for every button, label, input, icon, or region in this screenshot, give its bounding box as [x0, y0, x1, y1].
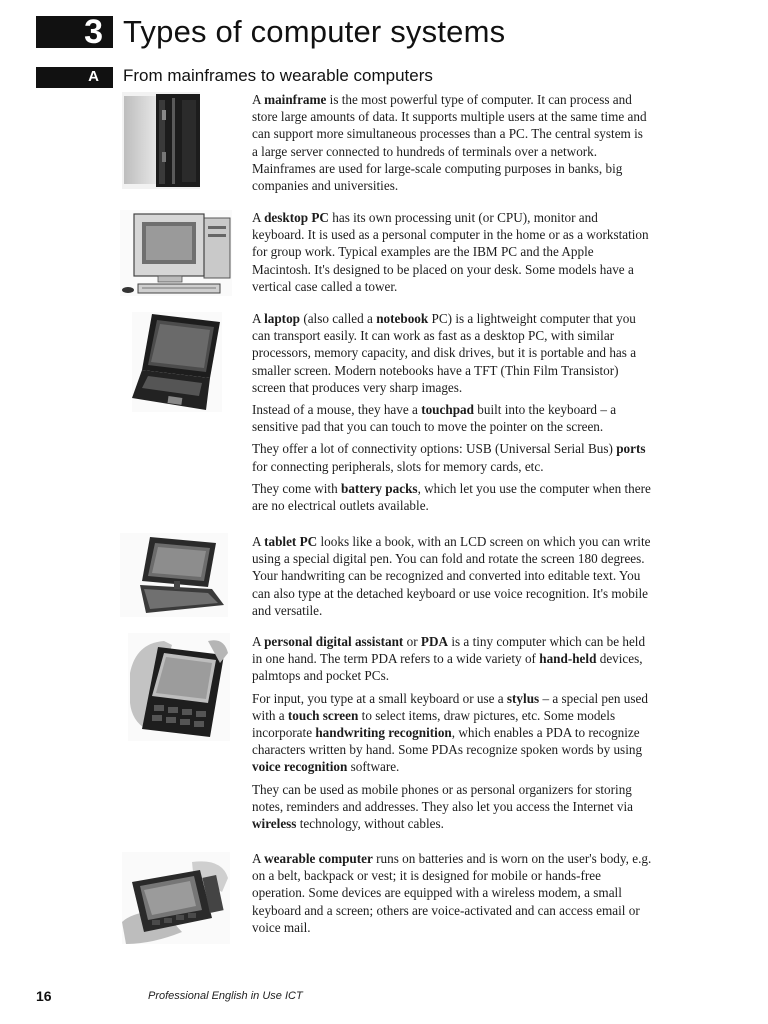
entry-paragraph — [252, 533, 652, 619]
key-term: mainframe — [264, 92, 327, 107]
entry-paragraph — [252, 850, 652, 936]
body-text: runs on batteries and is worn on the user's body, e.g. on a belt, backpack or vest; it is designed for mobile or hands-free operation. Some devices are equipped with a wireless modem, a small keyboard and a screen; others are voice-activated and can access email or voice mail. — [252, 851, 652, 935]
body-text: looks like a book, with an LCD screen on which you can write using a special digital pen. You can fold and rotate the screen 180 degrees. Your handwriting can be recognized and converted into editable text. You can also type at the detached keyboard or use voice recognition. It's mobile and versatile. — [252, 534, 651, 618]
body-text: For input, you type at a small keyboard or use a — [252, 690, 507, 706]
key-term: laptop — [264, 311, 301, 326]
body-text: or — [403, 634, 421, 649]
entry-paragraph — [252, 690, 652, 776]
desktop-pc-image — [120, 210, 232, 296]
body-text: A — [252, 92, 265, 107]
entry-paragraph — [252, 209, 652, 295]
key-term: touch screen — [287, 707, 359, 723]
entry-desktop-pc — [252, 209, 652, 300]
wearable-computer-image — [122, 852, 230, 944]
body-text: A — [252, 210, 265, 225]
body-text: PC) is a lightweight computer that you can transport easily. It can work as fast as a desktop PC, with similar processors, memory capacity, and disk drives, but it is portable and has a smaller screen. Modern notebooks have a TFT (Thin Film Transistor) screen that produces very sharp images. — [252, 311, 637, 395]
body-text: technology, without cables. — [296, 816, 444, 832]
body-text: is the most powerful type of computer. It can process and store large amounts of data. It supports multiple users at the same time and can support more simultaneous processes than a PC. The central system is a large server connected to hundreds of terminals over a network. Mainframes are used for large-scale computing purposes in banks, big companies and universities. — [252, 92, 647, 194]
body-text: built into the keyboard – a sensitive pad that you can touch to move the pointer on the screen. — [252, 402, 617, 435]
body-text: A — [252, 534, 265, 549]
body-text: They offer a lot of connectivity options: USB (Universal Serial Bus) — [252, 441, 617, 457]
key-term: PDA — [420, 634, 449, 649]
body-text: A — [252, 311, 265, 326]
key-term: notebook — [376, 311, 429, 326]
body-text: – a special pen used with a — [252, 690, 648, 723]
page-title: Types of computer systems — [123, 14, 506, 49]
key-term: wireless — [252, 816, 297, 832]
section-title: From mainframes to wearable computers — [123, 66, 433, 85]
key-term: stylus — [506, 690, 540, 706]
body-text: , which let you use the computer when there are no electrical outlets available. — [252, 480, 651, 514]
body-text: software. — [347, 759, 400, 775]
body-text: They can be used as mobile phones or as personal organizers for storing notes, reminders and addresses. They also let you access the Internet via — [252, 781, 633, 814]
page-number: 16 — [36, 988, 52, 1004]
key-term: voice recognition — [252, 759, 348, 775]
body-text: , which enables a PDA to recognize characters written by hand. Some PDAs recognize spoken words by using — [252, 725, 643, 758]
body-text: is a tiny computer which can be held in one hand. The term PDA refers to a wide variety of — [252, 634, 646, 667]
entry-mainframe — [252, 91, 652, 199]
body-text: A — [252, 851, 265, 866]
entry-paragraph — [252, 440, 652, 474]
key-term: tablet PC — [264, 534, 318, 549]
book-title: Professional English in Use ICT — [148, 990, 303, 1002]
mainframe-image — [122, 92, 200, 189]
key-term: handwriting recognition — [315, 725, 452, 741]
key-term: ports — [616, 441, 646, 457]
body-text: to select items, draw pictures, etc. Some models incorporate — [252, 707, 616, 741]
key-term: battery packs — [341, 480, 418, 496]
key-term: desktop PC — [264, 210, 329, 225]
body-text: has its own processing unit (or CPU), monitor and keyboard. It is used as a personal computer in the home or as a workstation for group work. Typical examples are the IBM PC and the Apple Macintosh. It's designed to be placed on your desk. Some models have a vertical case called a tower. — [252, 210, 649, 294]
unit-number-badge — [36, 13, 113, 51]
entry-paragraph — [252, 91, 652, 194]
entry-paragraph — [252, 633, 652, 685]
section-badge — [36, 67, 113, 88]
key-term: touchpad — [421, 402, 474, 418]
tablet-pc-image — [120, 533, 228, 617]
pda-image — [128, 633, 230, 741]
entry-pda — [252, 633, 652, 837]
unit-number: 3 — [84, 13, 103, 51]
entry-paragraph — [252, 781, 652, 833]
entry-tablet-pc — [252, 533, 652, 624]
section-letter: A — [88, 68, 99, 85]
body-text: (also called a — [300, 311, 377, 326]
body-text: devices, palmtops and pocket PCs. — [252, 651, 643, 684]
key-term: personal digital assistant — [264, 634, 404, 649]
entry-paragraph — [252, 401, 652, 435]
body-text: for connecting peripherals, slots for memory cards, etc. — [252, 458, 544, 474]
entry-wearable-computer — [252, 850, 652, 941]
laptop-image — [132, 312, 222, 412]
body-text: They come with — [252, 480, 341, 496]
entry-paragraph — [252, 480, 652, 514]
entry-paragraph — [252, 310, 652, 396]
key-term: wearable computer — [264, 851, 373, 866]
key-term: hand-held — [539, 651, 597, 667]
body-text: Instead of a mouse, they have a — [252, 402, 422, 418]
body-text: A — [252, 634, 265, 649]
entry-laptop — [252, 310, 652, 519]
